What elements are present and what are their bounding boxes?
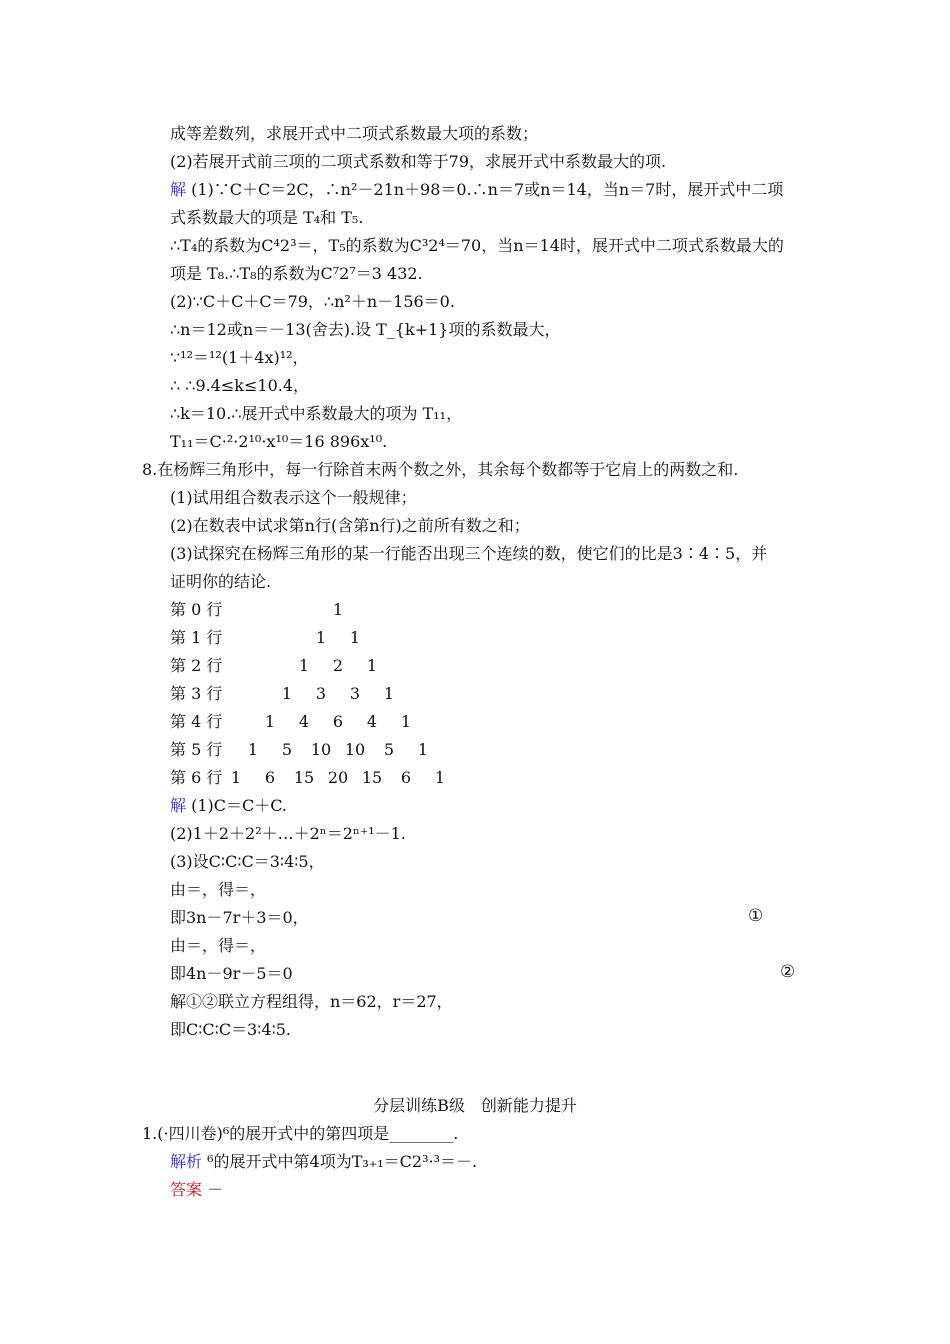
section-heading: 分层训练B级 创新能力提升 — [373, 1096, 577, 1115]
triangle-row — [170, 656, 570, 676]
question-8-part-2: (2)在数表中试求第n行(含第n行)之前所有数之和； — [170, 516, 530, 535]
analysis-line — [170, 1152, 477, 1172]
triangle-row — [170, 712, 570, 732]
triangle-number: 1 — [332, 600, 344, 619]
section-b-question-1 — [142, 1124, 458, 1144]
q8-solution-line-7: 即4n－9r－5＝0 — [170, 964, 293, 983]
triangle-row-label: 第 2 行 — [170, 656, 223, 675]
question-part-2: (2)若展开式前三项的二项式系数和等于79，求展开式中系数最大的项. — [170, 152, 667, 171]
solution-line-9: ∴k＝10.∴展开式中系数最大的项为 T₁₁， — [170, 404, 463, 423]
triangle-number: 6 — [332, 712, 344, 731]
triangle-row — [170, 628, 570, 648]
triangle-number: 1 — [298, 656, 310, 675]
triangle-number: 10 — [344, 740, 366, 759]
solution-line-8: ∴ ∴9.4≤k≤10.4， — [170, 376, 310, 395]
question-8-part-3: (3)试探究在杨辉三角形的某一行能否出现三个连续的数，使它们的比是3∶4∶5，并 — [170, 544, 768, 563]
triangle-row — [170, 684, 570, 704]
triangle-row-label: 第 4 行 — [170, 712, 223, 731]
answer-line — [170, 1180, 223, 1200]
solution-line-5: (2)∵C＋C＋C＝79，∴n²＋n－156＝0. — [170, 292, 455, 311]
question-intro-continuation: 成等差数列，求展开式中二项式系数最大项的系数； — [170, 124, 539, 143]
equation-marker-2: ② — [780, 962, 796, 982]
question-8-statement — [142, 460, 738, 480]
solution-line-6: ∴n＝12或n＝－13(舍去).设 T_{k+1}项的系数最大， — [170, 320, 561, 339]
solution-line-3: ∴T₄的系数为C⁴2³＝，T₅的系数为C³2⁴＝70，当n＝14时，展开式中二项式系数最大的 — [170, 236, 784, 255]
triangle-number: 5 — [383, 740, 395, 759]
triangle-number: 1 — [434, 768, 446, 787]
question-text: 在杨辉三角形中，每一行除首末两个数之外，其余每个数都等于它肩上的两数之和. — [157, 460, 739, 479]
question-8-part-3-cont: 证明你的结论. — [170, 572, 272, 591]
triangle-number: 1 — [366, 656, 378, 675]
triangle-number: 1 — [230, 768, 242, 787]
triangle-number: 4 — [366, 712, 378, 731]
triangle-row-label: 第 6 行 — [170, 768, 223, 787]
q8-solution-label: 解 — [170, 796, 187, 815]
triangle-number: 4 — [298, 712, 310, 731]
solution-label: 解 — [170, 180, 187, 199]
triangle-number: 3 — [315, 684, 327, 703]
q8-solution-line-6: 由＝，得＝， — [170, 936, 267, 955]
triangle-number: 2 — [332, 656, 344, 675]
triangle-number: 5 — [281, 740, 293, 759]
q8-solution-line-3: (3)设C∶C∶C＝3∶4∶5， — [170, 852, 325, 871]
triangle-number: 1 — [349, 628, 361, 647]
q8-solution-line-8: 解①②联立方程组得，n＝62，r＝27， — [170, 992, 453, 1011]
question-number: 8. — [142, 460, 158, 479]
triangle-row-label: 第 5 行 — [170, 740, 223, 759]
triangle-number: 1 — [264, 712, 276, 731]
q8-solution-text: (1)C＝C＋C. — [186, 796, 288, 815]
solution-text: (1)∵C＋C＝2C，∴n²－21n＋98＝0.∴n＝7或n＝14，当n＝7时，展开式中二项 — [186, 180, 784, 199]
equation-marker-1: ① — [748, 906, 764, 926]
triangle-number: 1 — [247, 740, 259, 759]
triangle-number: 20 — [327, 768, 349, 787]
analysis-text: ⁶的展开式中第4项为T₃₊₁＝C2³·³＝－. — [202, 1152, 478, 1171]
solution-line-4: 项是 T₈.∴T₈的系数为C⁷2⁷＝3 432. — [170, 264, 423, 283]
triangle-number: 1 — [315, 628, 327, 647]
triangle-number: 1 — [400, 712, 412, 731]
triangle-number: 6 — [400, 768, 412, 787]
triangle-row-label: 第 1 行 — [170, 628, 223, 647]
triangle-number: 1 — [417, 740, 429, 759]
triangle-number: 15 — [293, 768, 315, 787]
triangle-number: 1 — [281, 684, 293, 703]
triangle-number: 15 — [361, 768, 383, 787]
triangle-row — [170, 600, 570, 620]
q8-solution-line-9: 即C∶C∶C＝3∶4∶5. — [170, 1020, 292, 1039]
triangle-row — [170, 740, 570, 760]
solution-line-10: T₁₁＝C·²·2¹⁰·x¹⁰＝16 896x¹⁰. — [170, 432, 388, 451]
triangle-number: 3 — [349, 684, 361, 703]
triangle-row-label: 第 0 行 — [170, 600, 223, 619]
triangle-number: 10 — [310, 740, 332, 759]
triangle-row-label: 第 3 行 — [170, 684, 223, 703]
question-number: 1. — [142, 1124, 158, 1143]
analysis-label: 解析 — [170, 1152, 203, 1171]
solution-line-2: 式系数最大的项是 T₄和 T₅. — [170, 208, 364, 227]
triangle-row — [170, 768, 570, 788]
answer-text: － — [202, 1180, 224, 1199]
q8-solution-line-5: 即3n－7r＋3＝0， — [170, 908, 309, 927]
question-8-part-1: (1)试用组合数表示这个一般规律； — [170, 488, 417, 507]
solution-line-1 — [170, 180, 783, 200]
solution-line-7: ∵¹²＝¹²(1＋4x)¹²， — [170, 348, 309, 367]
triangle-number: 6 — [264, 768, 276, 787]
q8-solution-line-1 — [170, 796, 287, 816]
q8-solution-line-2: (2)1＋2＋2²＋…＋2ⁿ＝2ⁿ⁺¹－1. — [170, 824, 406, 843]
answer-label: 答案 — [170, 1180, 203, 1199]
question-text: (·四川卷)⁶的展开式中的第四项是________. — [157, 1124, 459, 1143]
triangle-number: 1 — [383, 684, 395, 703]
q8-solution-line-4: 由＝，得＝， — [170, 880, 267, 899]
